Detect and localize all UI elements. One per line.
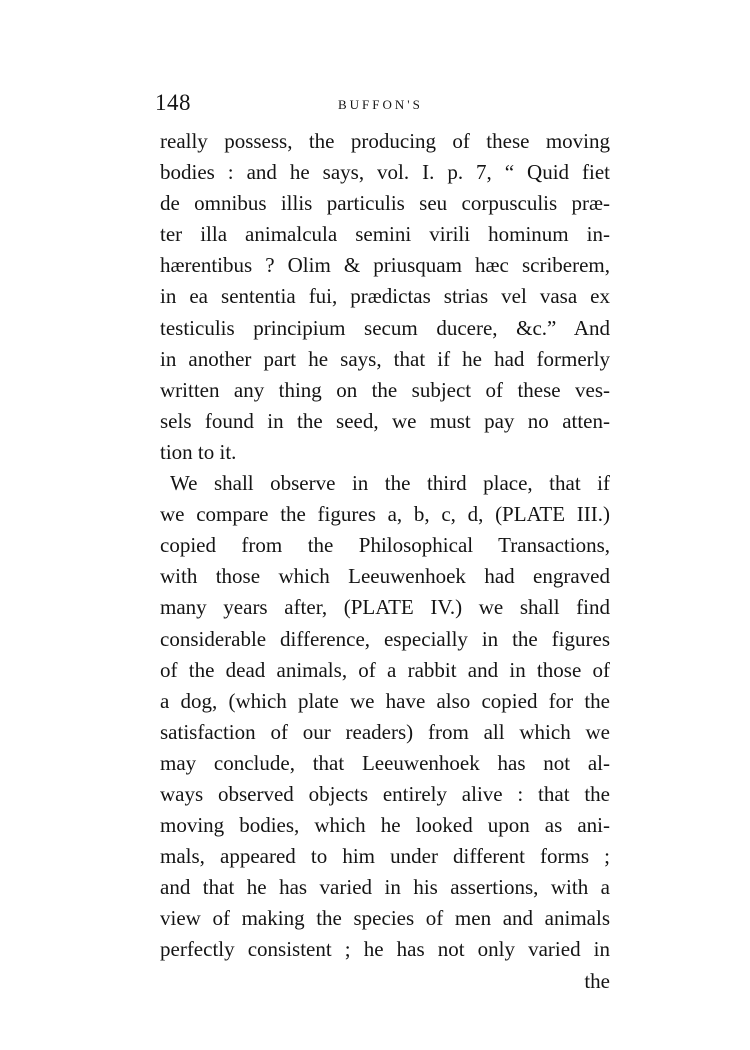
text-line: ter illa animalcula semini virili hominum in- bbox=[160, 222, 610, 247]
text-line: we compare the figures a, b, c, d, (PLATE III.) bbox=[160, 502, 610, 527]
running-head bbox=[155, 90, 610, 120]
text-line: in another part he says, that if he had formerly bbox=[160, 346, 610, 371]
text-line: many years after, (PLATE IV.) we shall find bbox=[160, 595, 610, 620]
text-line: moving bodies, which he looked upon as ani- bbox=[160, 813, 610, 838]
text-line: hærentibus ? Olim & priusquam hæc scriberem, bbox=[160, 253, 610, 278]
catchword: the bbox=[584, 968, 610, 993]
text-line: copied from the Philosophical Transactions, bbox=[160, 533, 610, 558]
text-line: sels found in the seed, we must pay no atten- bbox=[160, 408, 610, 433]
text-line: ways observed objects entirely alive : that the bbox=[160, 781, 610, 806]
text-line: perfectly consistent ; he has not only varied in bbox=[160, 937, 610, 962]
text-line: We shall observe in the third place, that if bbox=[170, 471, 610, 496]
text-line: de omnibus illis particulis seu corpusculis præ- bbox=[160, 191, 610, 216]
body-text bbox=[160, 126, 610, 997]
text-line: with those which Leeuwenhoek had engraved bbox=[160, 564, 610, 589]
text-line: tion to it. bbox=[160, 439, 237, 464]
text-line: a dog, (which plate we have also copied for the bbox=[160, 688, 610, 713]
text-line: in ea sententia fui, prædictas strias vel vasa ex bbox=[160, 284, 610, 309]
text-line: testiculis principium secum ducere, &c.” And bbox=[160, 315, 610, 340]
text-line: view of making the species of men and animals bbox=[160, 906, 610, 931]
running-title: BUFFON'S bbox=[338, 97, 423, 112]
text-line: really possess, the producing of these moving bbox=[160, 129, 610, 153]
text-line: may conclude, that Leeuwenhoek has not al- bbox=[160, 750, 610, 775]
text-line: satisfaction of our readers) from all which we bbox=[160, 719, 610, 744]
text-line: and that he has varied in his assertions, with a bbox=[160, 875, 610, 900]
text-line: mals, appeared to him under different forms ; bbox=[160, 844, 610, 869]
page-number: 148 bbox=[155, 90, 191, 115]
text-line: bodies : and he says, vol. I. p. 7, “ Quid fiet bbox=[160, 160, 610, 185]
text-line: considerable difference, especially in the figures bbox=[160, 626, 610, 651]
text-line: of the dead animals, of a rabbit and in those of bbox=[160, 657, 610, 682]
text-line: written any thing on the subject of these ves- bbox=[160, 377, 610, 402]
